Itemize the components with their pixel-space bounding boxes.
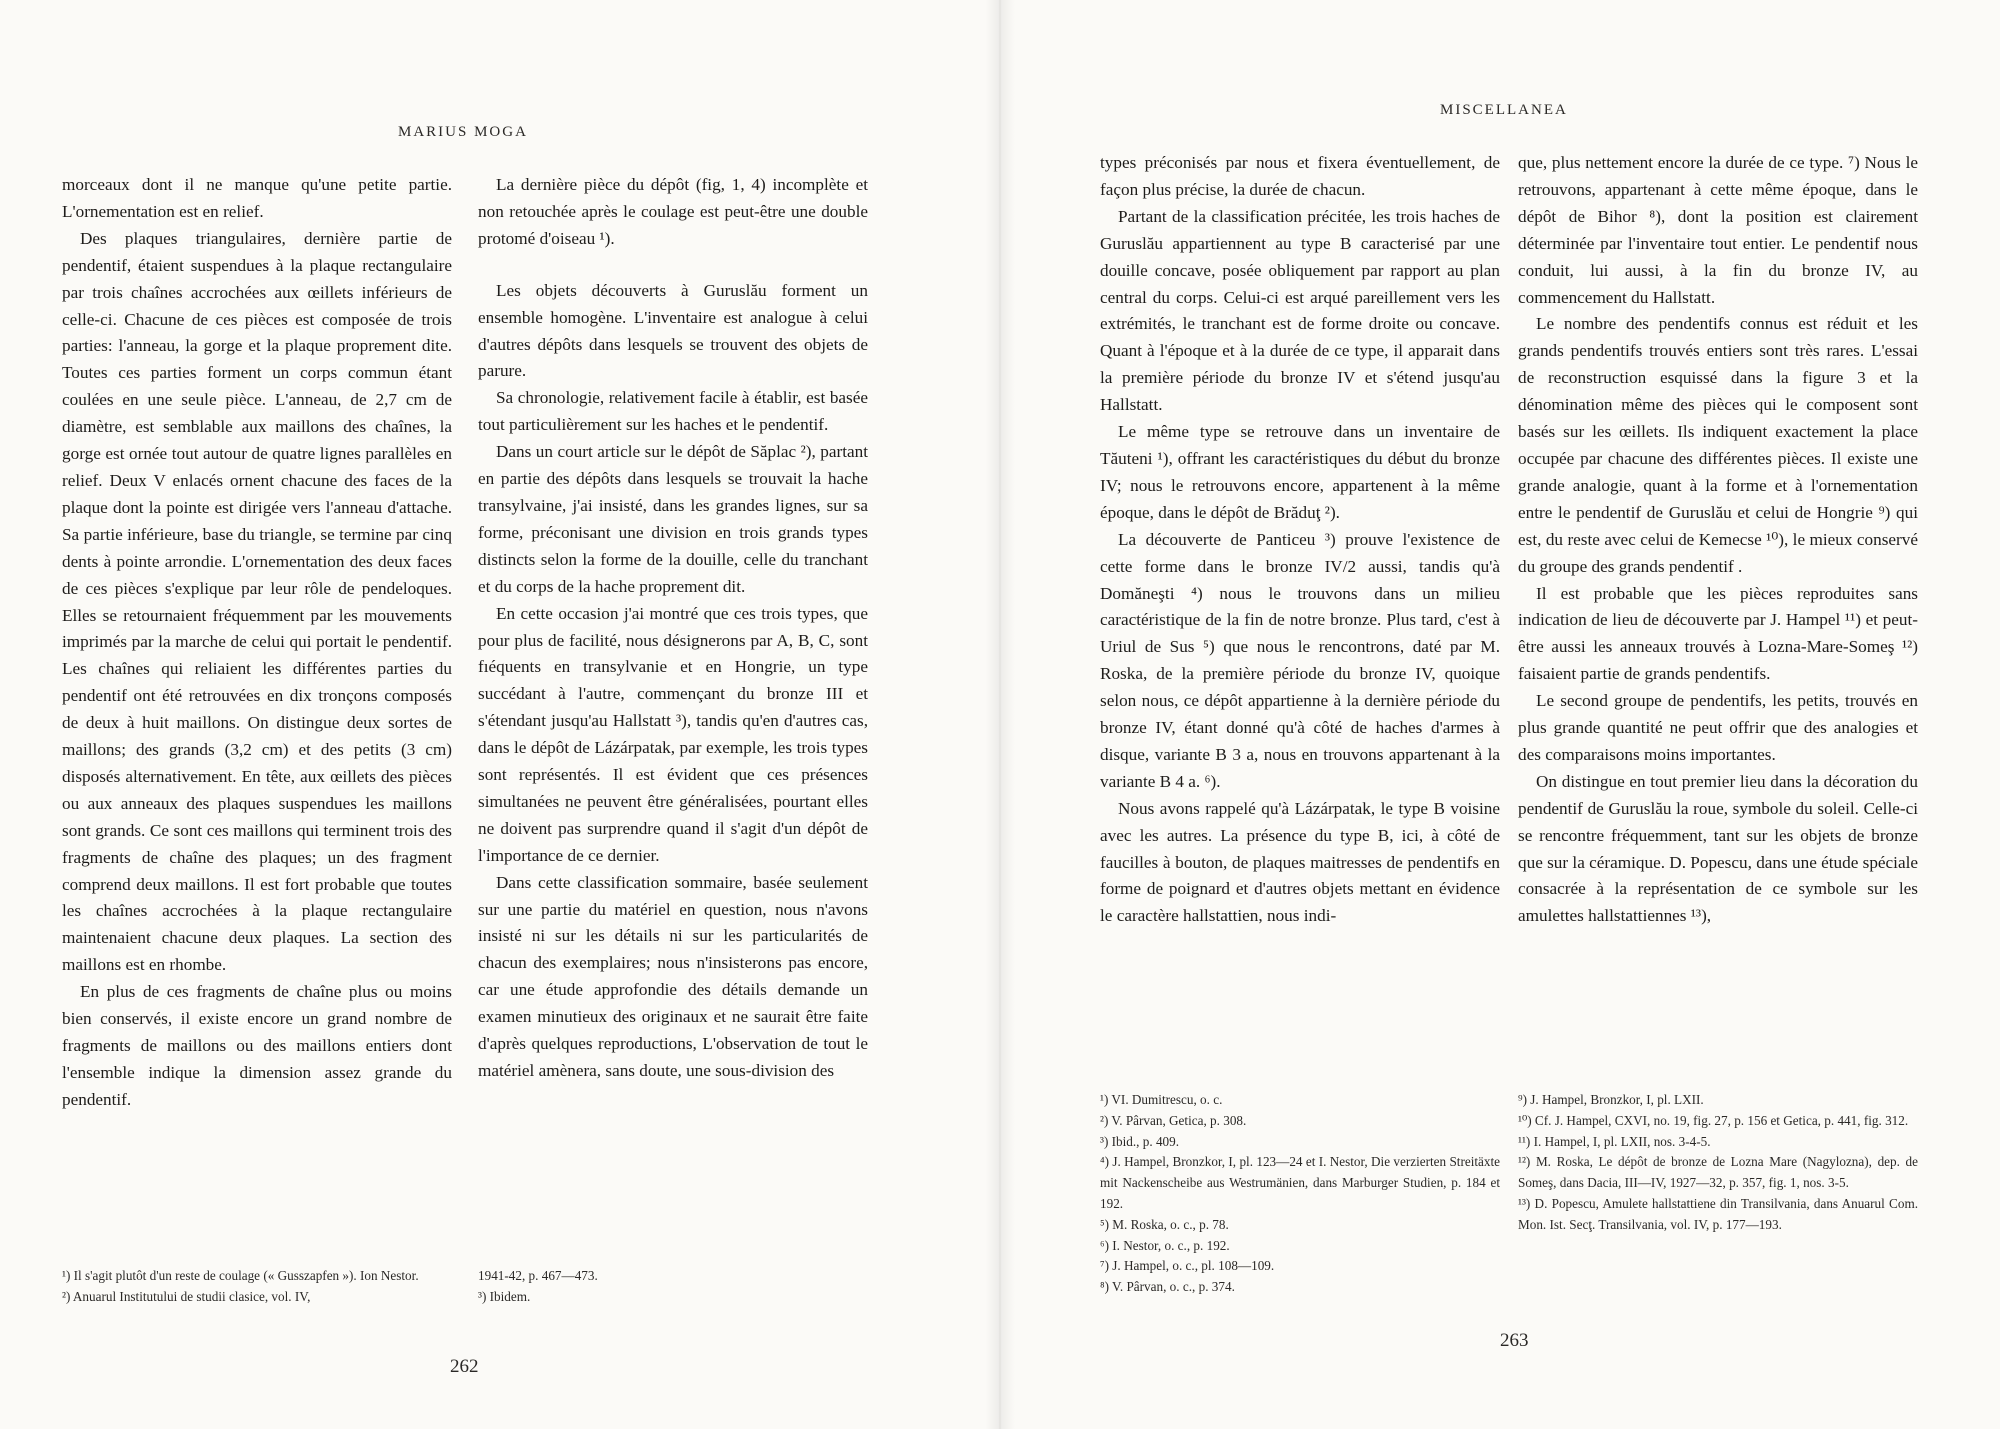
footnote: ⁴) J. Hampel, Bronzkor, I, pl. 123—24 et I. Nestor, Die verzierten Streitäxte mit Nackenscheibe aus Westrumänien, dans Marburger Studien, p. 184 et 192.: [1100, 1154, 1500, 1211]
paragraph: Sa chronologie, relativement facile à établir, est basée tout particulièrement sur les haches et le pendentif.: [478, 388, 868, 435]
left-page-column-1: [62, 172, 452, 1114]
left-running-head: MARIUS MOGA: [398, 124, 528, 140]
right-page-number: 263: [1500, 1330, 1529, 1351]
left-page-number: 262: [450, 1356, 479, 1377]
paragraph: Il est probable que les pièces reproduites sans indication de lieu de découverte par J. Hampel ¹¹) et peut-être aussi les anneaux trouvés à Lozna-Mare-Someş ¹²) faisaient partie de grands pendentifs.: [1518, 583, 1918, 684]
left-footnotes-col-2: [478, 1266, 868, 1308]
footnote: 1941-42, p. 467—473.: [478, 1268, 598, 1283]
paragraph: que, plus nettement encore la durée de ce type. ⁷) Nous le retrouvons, appartenant à cette même époque, dans le dépôt de Bihor ⁸), dont la position est clairement déterminée par l'inventaire tout entier. Le pendentif nous conduit, lui aussi, à la fin du bronze IV, au commencement du Hallstatt.: [1518, 153, 1918, 307]
footnote: ¹²) M. Roska, Le dépôt de bronze de Lozna Mare (Nagylozna), dep. de Someş, dans Dacia, III—IV, 1927—32, p. 357, fig. 1, nos. 3-5.: [1518, 1154, 1918, 1191]
right-footnotes-col-1: [1100, 1090, 1500, 1298]
right-footnotes-col-2: [1518, 1090, 1918, 1236]
footnote: ¹) VI. Dumitrescu, o. c.: [1100, 1092, 1223, 1107]
right-page-column-1: [1100, 150, 1500, 930]
paragraph: Nous avons rappelé qu'à Lázárpatak, le type B voisine avec les autres. La présence du type B, ici, à côté de faucilles à bouton, de plaques maitresses de pendentifs en forme de poignard et d'autres objets mettant en évidence le caractère hallstattien, nous indi-: [1100, 798, 1500, 926]
footnote: ¹⁰) Cf. J. Hampel, CXVI, no. 19, fig. 27, p. 156 et Getica, p. 441, fig. 312.: [1518, 1112, 1909, 1128]
paragraph: On distingue en tout premier lieu dans la décoration du pendentif de Guruslău la roue, symbole du soleil. Celle-ci se rencontre fréquemment, tant sur les objets de bronze que sur la céramique. D. Popescu, dans une étude spéciale consacrée à la représentation de ce symbole sur les amulettes hallstattiennes ¹³),: [1518, 771, 1918, 926]
paragraph: Partant de la classification précitée, les trois haches de Guruslău appartiennent au type B caracterisé par une douille concave, posée obliquement par rapport au plan central du corps. Celui-ci est arqué pareillement vers les extrémités, le tranchant est de forme droite ou concave. Quant à l'époque et à la durée de ce type, il apparait dans la première période du bronze IV et s'étend jusqu'au Hallstatt.: [1100, 206, 1500, 415]
paragraph: La découverte de Panticeu ³) prouve l'existence de cette forme dans le bronze IV/2 aussi, tandis qu'à Domăneşti ⁴) nous le trouvons dans un milieu caractéristique de la fin de notre bronze. Plus tard, c'est à Uriul de Sus ⁵) que nous le rencontrons, daté par M. Roska, de la première période du bronze IV, quoique selon nous, ce dépôt appartienne à la dernière période du bronze IV, étant donné qu'à côté de haches d'armes à disque, variante B 3 a, nous en trouvons appartenant à la variante B 4 a. ⁶).: [1100, 529, 1500, 791]
paragraph: Les objets découverts à Guruslău forment un ensemble homogène. L'inventaire est analogue à celui d'autres dépôts dans lesquels se trouvent des objets de parure.: [478, 280, 868, 381]
book-gutter: [985, 0, 1015, 1429]
paragraph: morceaux dont il ne manque qu'une petite partie. L'ornementation est en relief.: [62, 175, 452, 221]
footnote: ¹¹) I. Hampel, I, pl. LXII, nos. 3-4-5.: [1518, 1133, 1711, 1149]
paragraph: Le second groupe de pendentifs, les petits, trouvés en plus grande quantité ne peut offrir que des analogies et des comparaisons moins importantes.: [1518, 691, 1918, 764]
footnote: ⁵) M. Roska, o. c., p. 78.: [1100, 1216, 1229, 1232]
paragraph: Des plaques triangulaires, dernière partie de pendentif, étaient suspendues à la plaque rectangulaire par trois chaînes accrochées aux œillets inférieurs de celle-ci. Chacune de ces pièces est composée de trois parties: l'anneau, la gorge et la plaque proprement dite. Toutes ces parties forment un corps commun étant coulées en une seule pièce. L'anneau, de 2,7 cm de diamètre, est semblable aux maillons des chaînes, la gorge est ornée tout autour de quatre lignes parallèles en relief. Deux V enlacés ornent chacune des faces de la plaque dont la pointe est dirigée vers l'anneau d'attache. Sa partie inférieure, base du triangle, se termine par cinq dents à pointe arrondie. L'ornementation des deux faces de ces pièces s'explique par leur rôle de pendeloques. Elles se retournaient fréquemment par les mouvements imprimés par la marche de celui qui portait le pendentif. Les chaînes qui reliaient les différentes parties du pendentif ont été retrouvées en dix tronçons composés de deux à huit maillons. On distingue deux sortes de maillons; des grands (3,2 cm) et des petits (3 cm) disposés alternativement. En tête, aux œillets des pièces ou aux anneaux des plaques suspendues les maillons sont grands. Ce sont ces maillons qui terminent trois des fragments de chaîne des plaques; un des fragment comprend deux maillons. Il est fort probable que toutes les chaînes accrochées à la plaque rectangulaire maintenaient chacune deux plaques. La section des maillons est en rhombe.: [62, 228, 452, 975]
left-footnotes-col-1: [62, 1266, 452, 1308]
footnote: ³) Ibidem.: [478, 1288, 531, 1304]
left-page-column-2: [478, 172, 868, 1085]
footnote: ²) Anuarul Institutului de studii clasice, vol. IV,: [62, 1288, 311, 1304]
footnote: ¹³) D. Popescu, Amulete hallstattiene din Transilvania, dans Anuarul Com. Mon. Ist. Secţ. Transilvania, vol. IV, p. 177—193.: [1518, 1195, 1918, 1232]
footnote: ⁸) V. Pârvan, o. c., p. 374.: [1100, 1279, 1235, 1295]
paragraph: Dans cette classification sommaire, basée seulement sur une partie du matériel en question, nous n'avons insisté ni sur les détails ni sur les particularités de chacun des exemplaires; nous n'insisterons pas encore, car une étude approfondie des détails demande un examen minutieux des originaux et ne saurait être faite d'après quelques reproductions, L'observation de tout le matériel amènera, sans doute, une sous-division des: [478, 872, 868, 1080]
paragraph: Le nombre des pendentifs connus est réduit et les grands pendentifs trouvés entiers sont très rares. L'essai de reconstruction esquissé dans la figure 3 et la dénomination même des pièces qui le composent sont basés sur les œillets. Ils indiquent exactement la place occupée par chacune des différentes pièces. Il existe une grande analogie, quant à la forme et à l'ornementation entre le pendentif de Guruslău et celui de Hongrie ⁹) qui est, du reste avec celui de Kemecse ¹⁰), le mieux conservé du groupe des grands pendentif .: [1518, 314, 1918, 576]
footnote: ²) V. Pârvan, Getica, p. 308.: [1100, 1112, 1247, 1128]
right-page-column-2: [1518, 150, 1918, 930]
footnote: ¹) Il s'agit plutôt d'un reste de coulage (« Gusszapfen »). Ion Nestor.: [62, 1268, 419, 1283]
paragraph: Le même type se retrouve dans un inventaire de Tăuteni ¹), offrant les caractéristiques du début du bronze IV; nous le retrouvons encore, appartenent à la même époque, dans le dépôt de Brăduţ ²).: [1100, 422, 1500, 522]
paragraph: La dernière pièce du dépôt (fig, 1, 4) incomplète et non retouchée après le coulage est peut-être une double protomé d'oiseau ¹).: [478, 175, 868, 248]
right-running-head: MISCELLANEA: [1440, 102, 1568, 118]
footnote: ³) Ibid., p. 409.: [1100, 1133, 1180, 1149]
footnote: ⁷) J. Hampel, o. c., pl. 108—109.: [1100, 1258, 1275, 1274]
paragraph: En cette occasion j'ai montré que ces trois types, que pour plus de facilité, nous désignerons par A, B, C, sont fıéquents en transylvanie et en Hongrie, un type succédant à l'autre, commençant du bronze III et s'étendant jusqu'au Hallstatt ³), tandis qu'en d'autres cas, dans le dépôt de Lázárpatak, par exemple, les trois types sont représentés. Il est évident que ces présences simultanées ne peuvent être généralisées, pourtant elles ne doivent pas surprendre quand il s'agit d'un dépôt de l'importance de ce dernier.: [478, 603, 868, 865]
paragraph: types préconisés par nous et fixera éventuellement, de façon plus précise, la durée de chacun.: [1100, 153, 1500, 199]
footnote: ⁶) I. Nestor, o. c., p. 192.: [1100, 1237, 1230, 1253]
footnote: ⁹) J. Hampel, Bronzkor, I, pl. LXII.: [1518, 1092, 1704, 1107]
paragraph: Dans un court article sur le dépôt de Săplac ²), partant en partie des dépôts dans lesquels se trouvait la hache transylvaine, j'ai insisté, dans les grandes lignes, sur sa forme, préconisant une division en trois grands types distincts selon la forme de la douille, celle du tranchant et du corps de la hache proprement dit.: [478, 442, 868, 596]
paragraph: En plus de ces fragments de chaîne plus ou moins bien conservés, il existe encore un grand nombre de fragments de maillons ou des maillons entiers dont l'ensemble indique la dimension assez grande du pendentif.: [62, 982, 452, 1109]
